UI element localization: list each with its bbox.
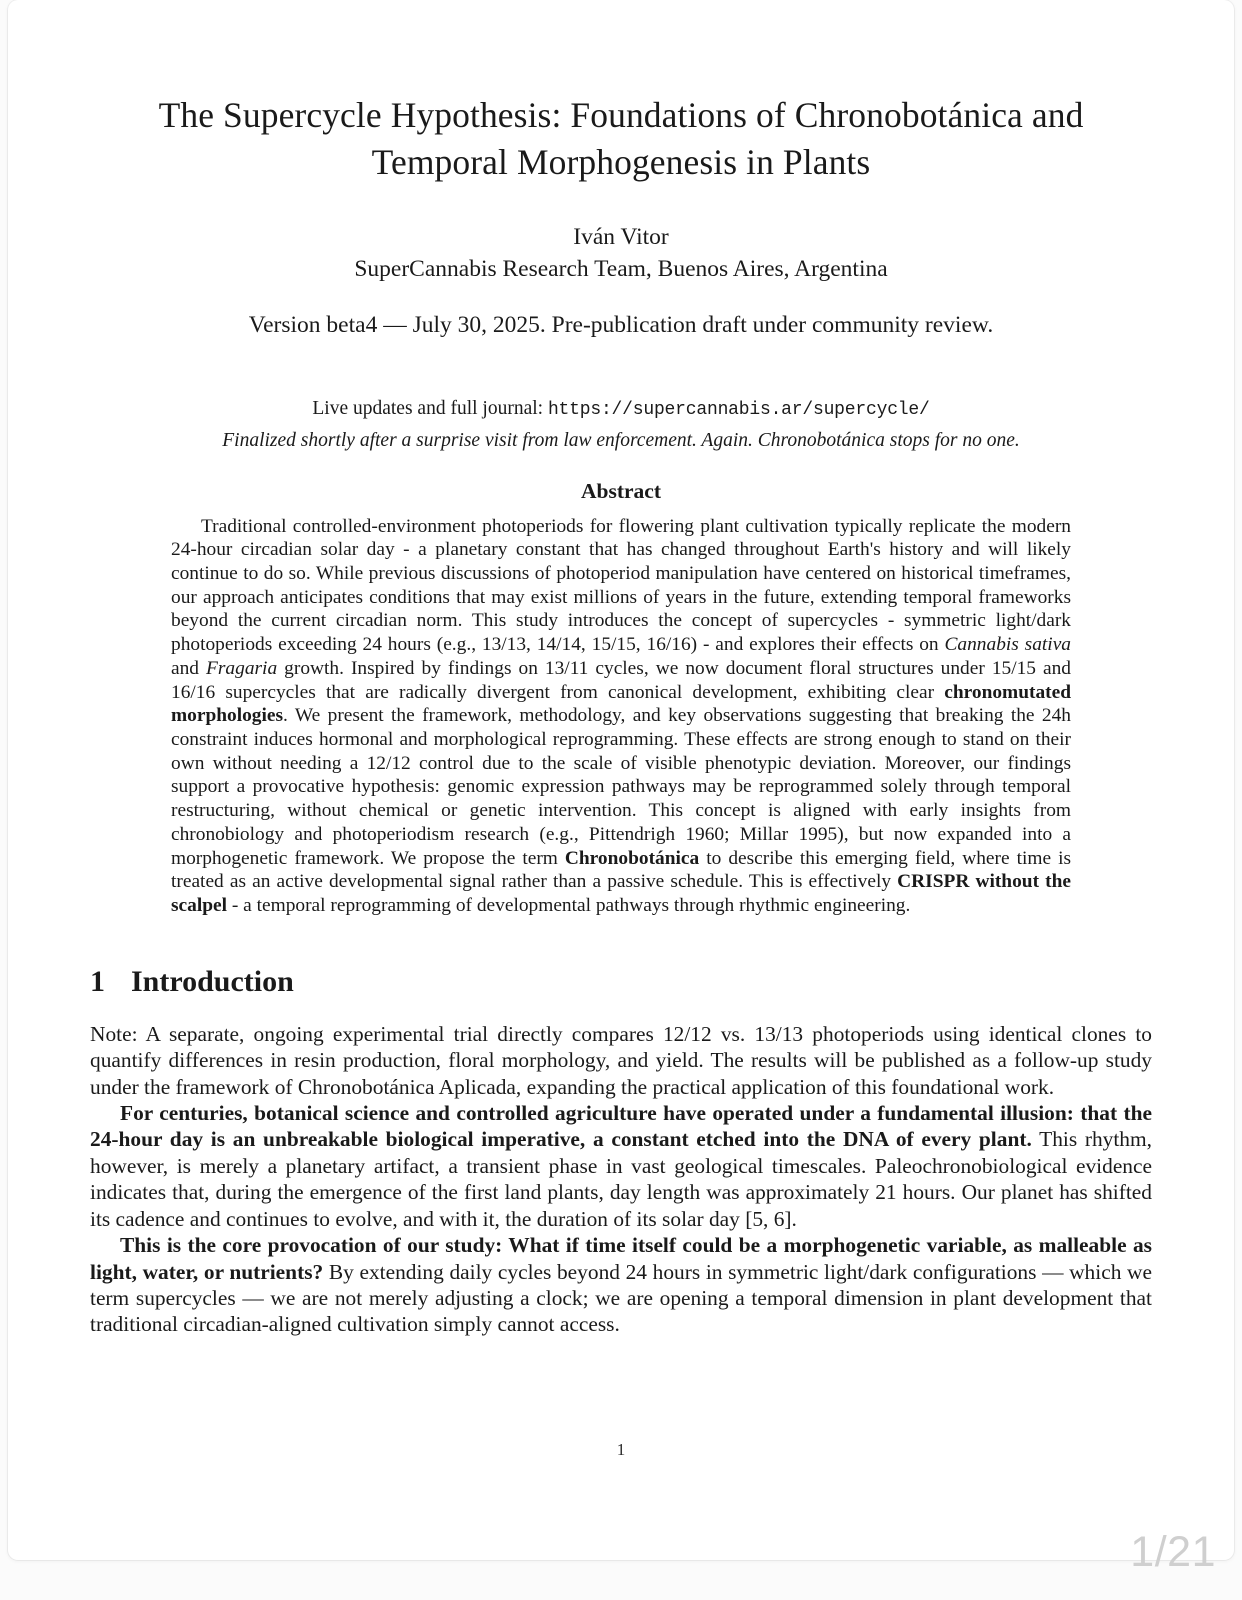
section-heading-introduction bbox=[8, 965, 1234, 999]
version-line: Version beta4 — July 30, 2025. Pre-publication draft under community review. bbox=[248, 312, 994, 339]
journal-label: Live updates and full journal: bbox=[312, 398, 544, 420]
abstract-text-6: - a temporal reprogramming of developmental pathways through rhythmic engineering. bbox=[227, 895, 911, 917]
abstract-text-1: Traditional controlled-environment photoperiods for flowering plant cultivation typically replicate the modern 24-hour circadian solar day - a planetary constant that has changed throughout Earth's history and will likely continue to do so. While previous discussions of photoperiod manipulation have centered on historical timeframes, our approach anticipates conditions that may exist millions of years in the future, extending temporal frameworks beyond the current circadian norm. This study introduces the concept of supercycles - symmetric light/dark photoperiods exceeding 24 hours (e.g., 13/13, 14/14, 15/15, 16/16) - and explores their effects on bbox=[171, 515, 1071, 656]
page-content bbox=[8, 0, 1234, 1560]
species-cannabis-sativa: Cannabis sativa bbox=[944, 634, 1071, 656]
abstract-text-2: and bbox=[171, 657, 207, 679]
abstract-text-3: growth. Inspired by findings on 13/11 cycles, we now document floral structures under 15/15 and 16/16 supercycles that are radically divergent from canonical development, exhibiting clear bbox=[171, 657, 1071, 703]
journal-block bbox=[8, 395, 1234, 454]
abstract-heading: Abstract bbox=[580, 478, 661, 503]
paper-title-line-2: Temporal Morphogenesis in Plants bbox=[371, 142, 871, 183]
paper-title bbox=[8, 0, 1234, 186]
intro-text-illusion: This rhythm, however, is merely a planetary artifact, a transient phase in vast geological timescales. Paleochronobiological evidence indicates that, during the emergence of the first land plants, day length was approximately 21 hours. Our planet has shifted its cadence and continues to evolve, and with it, the duration of its solar day [5, 6]. bbox=[90, 1127, 1152, 1231]
journal-link-row bbox=[8, 395, 1234, 424]
author-name: Iván Vitor bbox=[573, 224, 669, 251]
page-folio-number: 1 bbox=[616, 1440, 626, 1459]
abstract-section bbox=[171, 479, 1071, 918]
abstract-text-4: . We present the framework, methodology, and key observations suggesting that breaking the 24h constraint induces hormonal and morphological reprogramming. These effects are strong enough to stand on their own without needing a 12/12 control due to the scale of visible phenotypic deviation. Moreover, our findings support a provocative hypothesis: genomic expression pathways may be reprogrammed solely through temporal restructuring, without chemical or genetic intervention. This concept is aligned with early insights from chronobiology and photoperiodism research (e.g., Pittendrigh 1960; Millar 1995), but now expanded into a morphogenetic framework. We propose the term bbox=[171, 705, 1071, 869]
term-chronobotanica: Chronobotánica bbox=[564, 847, 700, 869]
intro-bold-provocation: This is the core provocation of our study: What if time itself could be a morphogenetic variable, as malleable as light, water, or nutrients? bbox=[90, 1233, 1152, 1284]
intro-paragraph-illusion bbox=[90, 1100, 1152, 1232]
introduction-body bbox=[8, 1021, 1234, 1338]
journal-note: Finalized shortly after a surprise visit from law enforcement. Again. Chronobotánica stops for no one. bbox=[222, 429, 1020, 451]
document-page bbox=[8, 0, 1234, 1560]
abstract-body bbox=[171, 515, 1071, 918]
intro-text-provocation: By extending daily cycles beyond 24 hours in symmetric light/dark configurations — which we term supercycles — we are not merely adjusting a clock; we are opening a temporal dimension in plant development that traditional circadian-aligned cultivation simply cannot access. bbox=[90, 1259, 1152, 1337]
page-indicator: 1/21 bbox=[1130, 1528, 1216, 1576]
section-title: Introduction bbox=[131, 964, 294, 998]
term-crispr-without-the-scalpel: CRISPR without the scalpel bbox=[171, 871, 1071, 917]
author-block bbox=[8, 222, 1234, 286]
paper-title-line-1: The Supercycle Hypothesis: Foundations of Chronobotánica and bbox=[158, 95, 1084, 135]
section-number: 1 bbox=[90, 964, 105, 998]
species-fragaria: Fragaria bbox=[206, 657, 278, 679]
intro-paragraph-provocation bbox=[90, 1232, 1152, 1338]
journal-url[interactable]: https://supercannabis.ar/supercycle/ bbox=[547, 400, 930, 421]
intro-paragraph-note: Note: A separate, ongoing experimental trial directly compares 12/12 vs. 13/13 photoperiods using identical clones to quantify differences in resin production, floral morphology, and yield. The results will be published as a follow-up study under the framework of Chronobotánica Aplicada, expanding the practical application of this foundational work. bbox=[90, 1021, 1152, 1099]
term-chronomutated-morphologies: chronomutated morphologies bbox=[171, 681, 1071, 727]
abstract-text-5: to describe this emerging field, where time is treated as an active developmental signal rather than a passive schedule. This is effectively bbox=[171, 847, 1071, 893]
author-affiliation: SuperCannabis Research Team, Buenos Aires, Argentina bbox=[354, 256, 888, 283]
intro-bold-illusion: For centuries, botanical science and controlled agriculture have operated under a fundamental illusion: that the 24-hour day is an unbreakable biological imperative, a constant etched into the DNA of every plant. bbox=[90, 1101, 1152, 1152]
